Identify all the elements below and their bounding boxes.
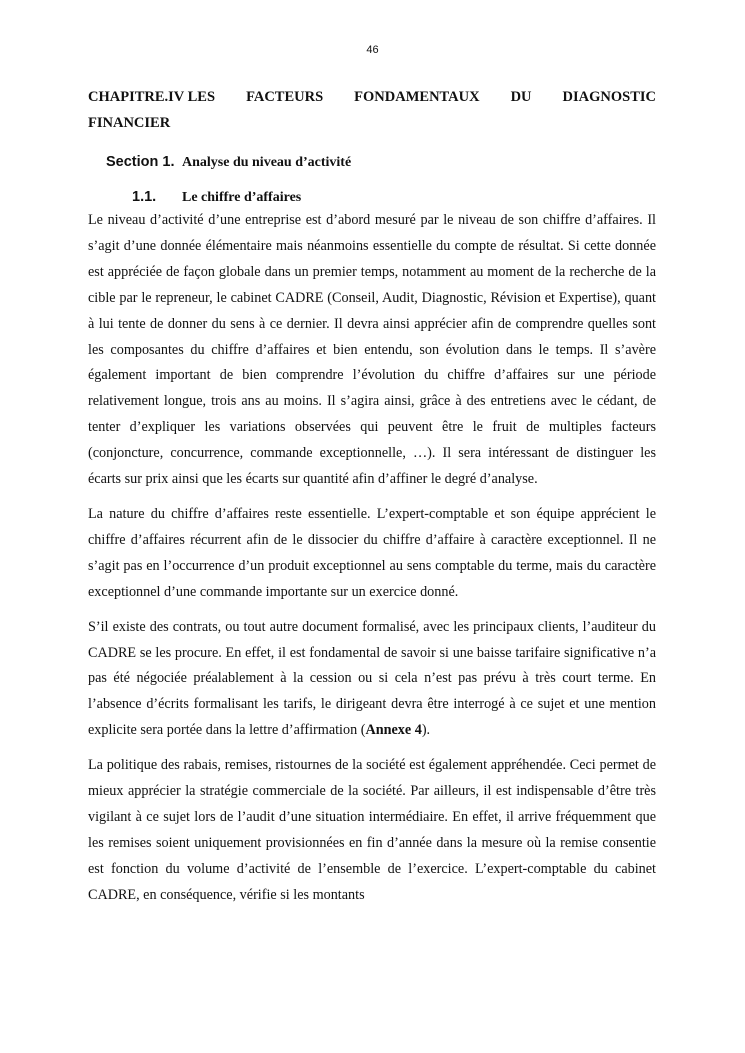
- chapter-title-line-1: [88, 84, 656, 110]
- chapter-title: [88, 84, 656, 136]
- page-content: [88, 84, 656, 909]
- section-title: Analyse du niveau d’activité: [182, 155, 352, 170]
- chapter-word: CHAPITRE.IV LES: [88, 89, 216, 105]
- subsection-number: 1.1.: [132, 189, 157, 205]
- paragraph: Le niveau d’activité d’une entreprise est d’abord mesuré par le niveau de son chiffre d’affaires. Il s’agit d’une donnée élémentaire mais néanmoins essentielle du compte de résultat. Si cette donnée est appréciée de façon globale dans un premier temps, notamment au moment de la recherche de la cible par le repreneur, le cabinet CADRE (Conseil, Audit, Diagnostic, Révision et Expertise), quant à lui tente de donner du sens à ce dernier. Il devra ainsi apprécier afin de comprendre quelles sont les composantes du chiffre d’affaires et bien entendu, son évolution dans le temps. Il s’avère également important de bien comprendre l’évolution du chiffre d’affaires sur une période relativement longue, trois ans au moins. Il s’agira ainsi, grâce à des entretiens avec le cédant, de tenter d’expliquer les variations observées qui peuvent être le fruit de multiples facteurs (conjoncture, concurrence, commande exceptionnelle, …). Il sera intéressant de distinguer les écarts sur prix ainsi que les écarts sur quantité afin d’affiner le degré d’analyse.: [88, 212, 656, 488]
- subsection-heading: [132, 187, 656, 208]
- paragraph: La nature du chiffre d’affaires reste essentielle. L’expert-comptable et son équipe apprécient le chiffre d’affaires récurrent afin de le dissocier du chiffre d’affaire à caractère exceptionnel. Il ne s’agit pas en l’occurrence d’un produit exceptionnel au sens comptable du terme, mais du caractère exceptionnel d’une commande importante sur un exercice donné.: [88, 505, 656, 600]
- chapter-title-line-2: FINANCIER: [88, 115, 171, 131]
- chapter-word: DU: [510, 89, 532, 105]
- chapter-word: FACTEURS: [246, 89, 324, 105]
- page-number: 46: [366, 44, 379, 56]
- subsection-title: Le chiffre d’affaires: [182, 190, 302, 205]
- section-heading: [106, 151, 656, 174]
- paragraph: La politique des rabais, remises, ristournes de la société est également appréhendée. Ceci permet de mieux apprécier la stratégie commerciale de la société. Par ailleurs, il est indispensable d’être très vigilant à ce sujet lors de l’audit d’une situation intermédiaire. En effet, il arrive fréquemment que les remises soient uniquement provisionnées en fin d’année dans la mesure où la remise consentie est fonction du volume d’activité de l’ensemble de l’exercice. L’expert-comptable du cabinet CADRE, en conséquence, vérifie si les montants: [88, 757, 656, 903]
- paragraph: [88, 615, 656, 745]
- chapter-word: DIAGNOSTIC: [562, 89, 656, 105]
- paragraph-text: S’il existe des contrats, ou tout autre document formalisé, avec les principaux clients, l’auditeur du CADRE se les procure. En effet, il est fondamental de savoir si une baisse tarifaire significative n’a pas été négociée préalablement à la cession ou si cela n’est pas prévu à très court terme. En l’absence d’écrits formalisant les tarifs, le dirigeant devra être interrogé à ce sujet et une mention explicite sera portée dans la lettre d’affirmation (: [88, 618, 656, 739]
- annex-reference: Annexe 4: [365, 722, 422, 739]
- section-number: Section 1.: [106, 154, 175, 170]
- paragraph-text: ).: [421, 722, 431, 739]
- chapter-word: FONDAMENTAUX: [354, 89, 480, 105]
